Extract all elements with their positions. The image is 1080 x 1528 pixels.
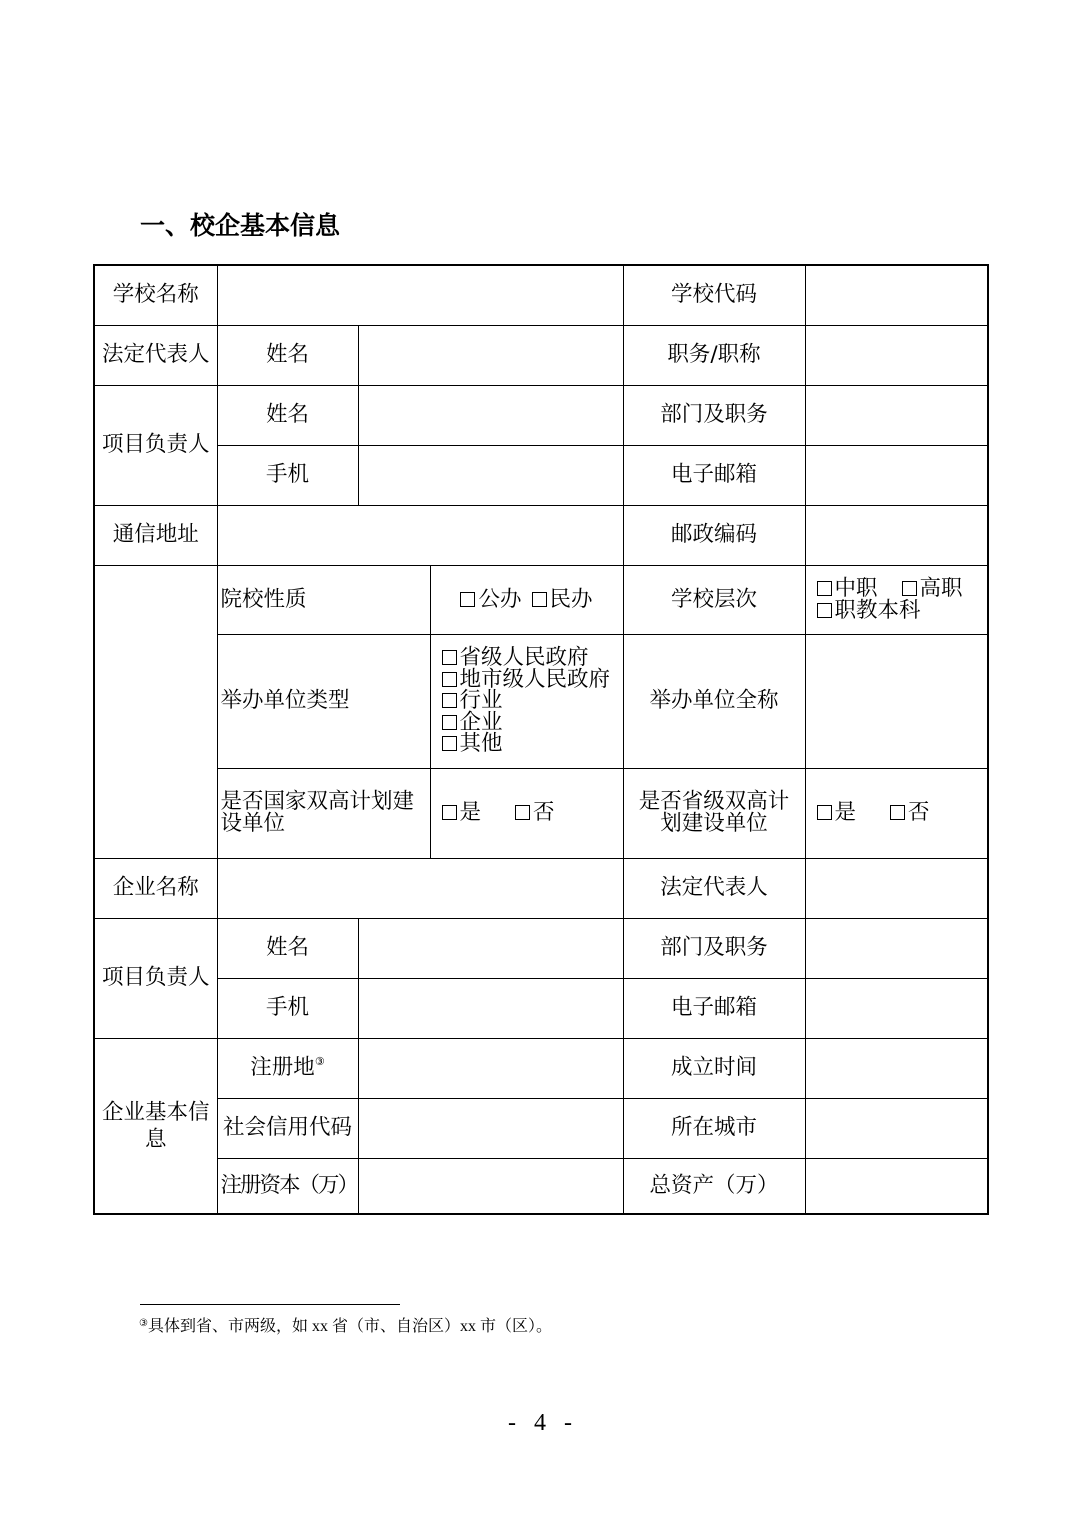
registered-capital-label-cell: [217, 1158, 358, 1214]
provincial-double-high-option-yes[interactable]: [817, 802, 857, 824]
registered-place-label: 注册地: [250, 1055, 315, 1080]
option-line: [817, 575, 988, 601]
provincial-double-high-cell: [623, 768, 805, 858]
provincial-double-high-label: 是否省级双高计划建设单位: [638, 789, 790, 836]
option-label: 民办: [549, 586, 593, 612]
registered-capital-label: 注册资本（万）: [220, 1172, 358, 1198]
table-row: [94, 918, 988, 978]
credit-code-field[interactable]: [358, 1098, 623, 1158]
school-project-lead-name-field[interactable]: [358, 385, 623, 445]
school-code-label: 学校代码: [623, 265, 805, 325]
checkbox-icon[interactable]: [442, 693, 457, 708]
table-row: [94, 978, 988, 1038]
checkbox-icon[interactable]: [442, 736, 457, 751]
option-label: 是: [834, 800, 857, 825]
school-legal-rep-name-field[interactable]: [358, 325, 623, 385]
table-row: [94, 1038, 988, 1098]
school-nature-label: 院校性质: [217, 565, 430, 634]
enterprise-legal-rep-label: 法定代表人: [623, 858, 805, 918]
school-address-field[interactable]: [217, 505, 623, 565]
enterprise-project-lead-dept-field[interactable]: [805, 918, 988, 978]
city-field[interactable]: [805, 1098, 988, 1158]
sponsor-option-other[interactable]: [442, 733, 623, 755]
school-postcode-label: 邮政编码: [623, 505, 805, 565]
checkbox-icon[interactable]: [442, 715, 457, 730]
table-row: [94, 768, 988, 858]
school-project-lead-name-label: 姓名: [217, 385, 358, 445]
school-postcode-field[interactable]: [805, 505, 988, 565]
school-nature-options: [430, 565, 623, 634]
national-double-high-option-yes[interactable]: [442, 802, 482, 824]
footnote: [139, 1316, 552, 1338]
table-row: [94, 265, 988, 325]
nature-option-public[interactable]: [460, 586, 522, 612]
option-label: 中职: [834, 575, 878, 601]
provincial-double-high-options: [805, 768, 988, 858]
school-project-lead-email-field[interactable]: [805, 445, 988, 505]
footnote-rule: [140, 1304, 400, 1305]
nature-option-private[interactable]: [532, 586, 593, 612]
sponsor-type-options: [430, 634, 623, 768]
school-project-lead-email-label: 电子邮箱: [623, 445, 805, 505]
option-label: 其他: [459, 731, 503, 757]
sponsor-option-municipal-gov[interactable]: [442, 666, 623, 692]
checkbox-icon[interactable]: [532, 592, 547, 607]
sponsor-option-industry[interactable]: [442, 690, 623, 712]
enterprise-name-field[interactable]: [217, 858, 623, 918]
enterprise-name-label: 企业名称: [94, 858, 217, 918]
school-project-lead-phone-label: 手机: [217, 445, 358, 505]
checkbox-icon[interactable]: [442, 672, 457, 687]
sponsor-full-name-field[interactable]: [805, 634, 988, 768]
footnote-marker: ③: [139, 1318, 148, 1329]
national-double-high-label: 是否国家双高计划建设单位: [220, 789, 415, 836]
sponsor-type-label: 举办单位类型: [217, 634, 430, 768]
checkbox-icon[interactable]: [515, 805, 530, 820]
option-label: 企业: [459, 709, 503, 735]
page-number: - 4 -: [508, 1410, 578, 1436]
school-project-lead-dept-field[interactable]: [805, 385, 988, 445]
registered-capital-field[interactable]: [358, 1158, 623, 1214]
school-legal-rep-name-label: 姓名: [217, 325, 358, 385]
school-legal-rep-label: 法定代表人: [94, 325, 217, 385]
national-double-high-cell: [217, 768, 430, 858]
checkbox-icon[interactable]: [442, 650, 457, 665]
checkbox-icon[interactable]: [817, 805, 832, 820]
option-label: 公办: [478, 586, 522, 612]
enterprise-project-lead-phone-field[interactable]: [358, 978, 623, 1038]
option-label: 职教本科: [834, 597, 921, 623]
table-row: [94, 634, 988, 768]
enterprise-basic-info-label: 企业基本信息: [94, 1038, 217, 1214]
table-row: [94, 505, 988, 565]
enterprise-project-lead-email-label: 电子邮箱: [623, 978, 805, 1038]
level-option-higher-vocational[interactable]: [902, 575, 963, 601]
enterprise-project-lead-dept-label: 部门及职务: [623, 918, 805, 978]
founded-date-label: 成立时间: [623, 1038, 805, 1098]
school-legal-rep-title-field[interactable]: [805, 325, 988, 385]
table-row: [94, 1158, 988, 1214]
school-code-field[interactable]: [805, 265, 988, 325]
enterprise-project-lead-email-field[interactable]: [805, 978, 988, 1038]
school-name-label: 学校名称: [94, 265, 217, 325]
option-label: 否: [533, 800, 555, 825]
table-row: [94, 325, 988, 385]
school-level-options: [805, 565, 988, 634]
option-label: 地市级人民政府: [459, 666, 611, 692]
school-legal-rep-title-label: 职务/职称: [623, 325, 805, 385]
sponsor-option-enterprise[interactable]: [442, 709, 623, 735]
level-option-secondary-vocational[interactable]: [817, 575, 878, 601]
registered-place-field[interactable]: [358, 1038, 623, 1098]
option-label: 高职: [919, 575, 963, 601]
enterprise-project-lead-name-field[interactable]: [358, 918, 623, 978]
option-label: 行业: [459, 688, 503, 714]
school-project-lead-label: 项目负责人: [94, 385, 217, 505]
checkbox-icon[interactable]: [890, 805, 905, 820]
credit-code-label: 社会信用代码: [217, 1098, 358, 1158]
option-label: 否: [908, 800, 930, 825]
school-attributes-group-cell: [94, 565, 217, 858]
table-row: [94, 385, 988, 445]
city-label: 所在城市: [623, 1098, 805, 1158]
footnote-ref-marker[interactable]: ③: [314, 1055, 325, 1068]
checkbox-icon[interactable]: [817, 581, 832, 596]
table-row: [94, 445, 988, 505]
national-double-high-options: [430, 768, 623, 858]
table-row: [94, 565, 988, 634]
sponsor-full-name-label: 举办单位全称: [623, 634, 805, 768]
national-double-high-option-no[interactable]: [515, 802, 555, 824]
school-level-label: 学校层次: [623, 565, 805, 634]
enterprise-project-lead-phone-label: 手机: [217, 978, 358, 1038]
option-line: [817, 597, 988, 623]
table-row: [94, 858, 988, 918]
checkbox-icon[interactable]: [817, 603, 832, 618]
enterprise-project-lead-name-label: 姓名: [217, 918, 358, 978]
school-enterprise-info-table: [93, 264, 989, 1215]
option-label: 省级人民政府: [459, 645, 589, 671]
school-name-field[interactable]: [217, 265, 623, 325]
checkbox-icon[interactable]: [442, 805, 457, 820]
founded-date-field[interactable]: [805, 1038, 988, 1098]
school-project-lead-dept-label: 部门及职务: [623, 385, 805, 445]
checkbox-icon[interactable]: [902, 581, 917, 596]
school-project-lead-phone-field[interactable]: [358, 445, 623, 505]
footnote-text: 具体到省、市两级，如 xx 省（市、自治区）xx 市（区）。: [147, 1318, 552, 1335]
level-option-undergraduate-vocational[interactable]: [817, 597, 921, 623]
total-assets-label: 总资产（万）: [623, 1158, 805, 1214]
total-assets-field[interactable]: [805, 1158, 988, 1214]
registered-place-label-cell: [217, 1038, 358, 1098]
school-address-label: 通信地址: [94, 505, 217, 565]
sponsor-option-provincial-gov[interactable]: [442, 647, 623, 669]
provincial-double-high-option-no[interactable]: [890, 802, 930, 824]
section-title: 一、校企基本信息: [140, 211, 341, 240]
checkbox-icon[interactable]: [460, 592, 475, 607]
enterprise-legal-rep-field[interactable]: [805, 858, 988, 918]
table-row: [94, 1098, 988, 1158]
enterprise-project-lead-label: 项目负责人: [94, 918, 217, 1038]
option-label: 是: [459, 800, 482, 825]
